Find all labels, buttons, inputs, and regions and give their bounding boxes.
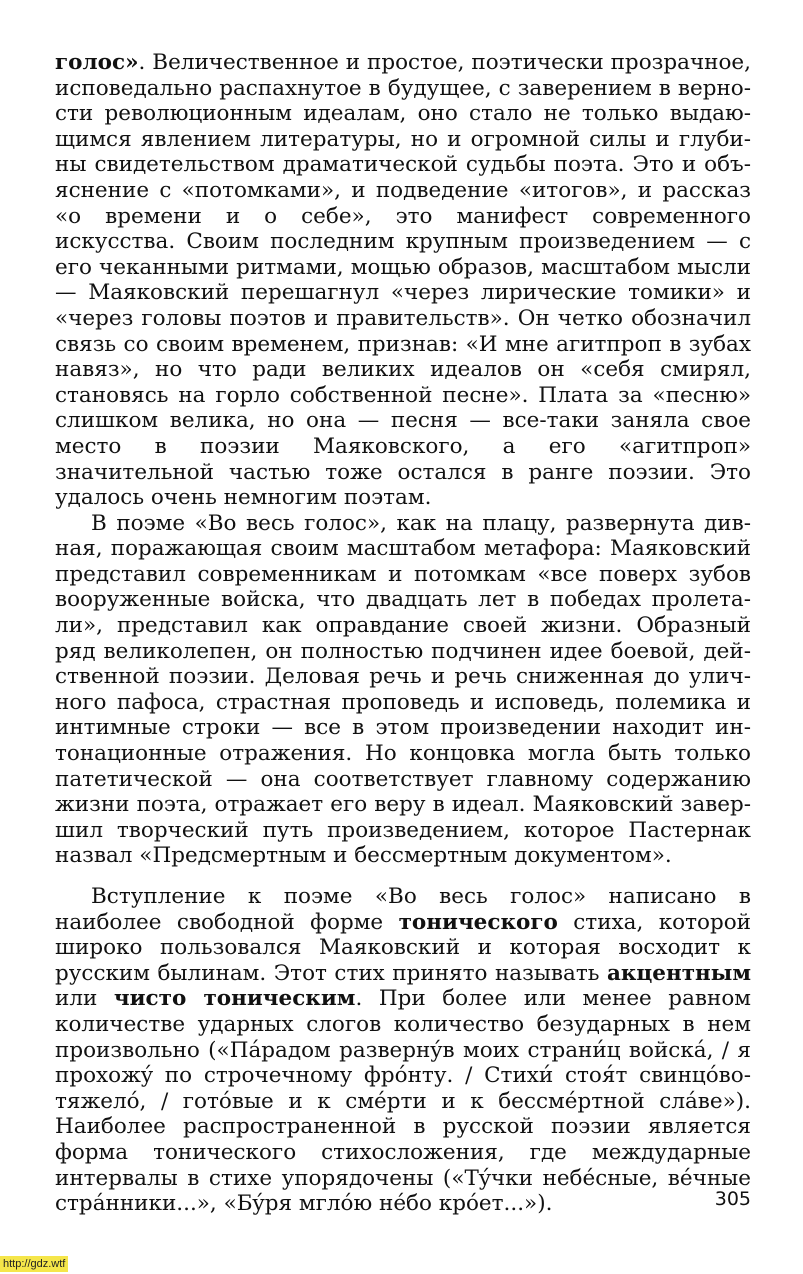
text-run: или — [55, 986, 114, 1012]
text-run: стиха, которой широко пользовался Маяковский и которая восходит к русским былинам. Этот стих принято называть — [55, 909, 752, 986]
paragraph-1 — [55, 50, 751, 511]
text-run: В поэме «Во весь голос», как на плацу, развернута дивная, поражающая своим масштабом метафора: Маяковский представил современникам и потомкам «все поверх зубов вооруженные войска, что двадцать лет в победах пролетали», представил как оправдание своей жизни. Образный ряд великолепен, он полностью подчинен идее боевой, действенной поэзии. Деловая речь и речь сниженная до уличного пафоса, страстная проповедь и исповедь, полемика и интимные строки — все в этом произведении находит интонационные отражения. Но концовка могла быть только патетической — она соответствует главному содержанию жизни поэта, отражает его веру в идеал. Маяковский завершил творческий путь произведением, которое Пастернак назвал «Предсмертным и бессмертным документом». — [55, 510, 751, 869]
bold-term: чисто тоническим — [113, 986, 356, 1012]
page-body — [55, 50, 751, 1217]
text-run: Вступление к поэме «Во весь голос» написано в наиболее свободной форме — [55, 884, 751, 935]
text-run: . Величественное и простое, поэтически прозрачное, исповедально распахнутое в будущее, с заверением в верности революционным идеалам, оно стало не только выдающимся явлением литературы, но и огромной силы и глубины свидетельством драматической судьбы поэта. Это и объяснение с «потомками», и подведение «итогов», и рассказ «о времени и о себе», это манифест современного искусства. Своим последним крупным произведением — с его чеканными ритмами, мощью образов, масштабом мысли — Маяковский перешагнул «через лирические томики» и «через головы поэтов и правительств». Он четко обозначил связь со своим временем, признав: «И мне агитпроп в зубах навяз», но что ради великих идеалов он «себя смирял, становясь на горло собственной песне». Плата за «песню» слишком велика, но она — песня — все-таки заняла свое место в поэзии Маяковского, а его «агитпроп» значительной частью тоже остался в ранге поэзии. Это удалось очень немногим поэтам. — [55, 50, 751, 511]
text-run: . При более или менее равном количестве ударных слогов количество безударных в нем произвольно («Па́радом развернýв моих страни́ц войска́, / я прохожý по строчечному фрóнту. / Стихи́ стоя́т свинцóво-тяжелó, / готóвые и к смéрти и к бессмéртной слáве»). Наиболее распространенной в русской поэзии является форма тонического стихосложения, где междударные интервалы в стихе упорядочены («Тýчки небéсные, вéчные стрáнники...», «Бýря мглóю нéбо крóет...»). — [55, 986, 751, 1217]
paragraph-2 — [55, 511, 751, 869]
watermark-link[interactable]: http://gdz.wtf — [0, 1256, 68, 1272]
paragraph-3 — [55, 884, 751, 1217]
bold-term: тонического — [398, 909, 558, 935]
page-number: 305 — [714, 1188, 751, 1210]
bold-term: акцентным — [606, 960, 751, 986]
bold-term: голос» — [55, 50, 139, 75]
